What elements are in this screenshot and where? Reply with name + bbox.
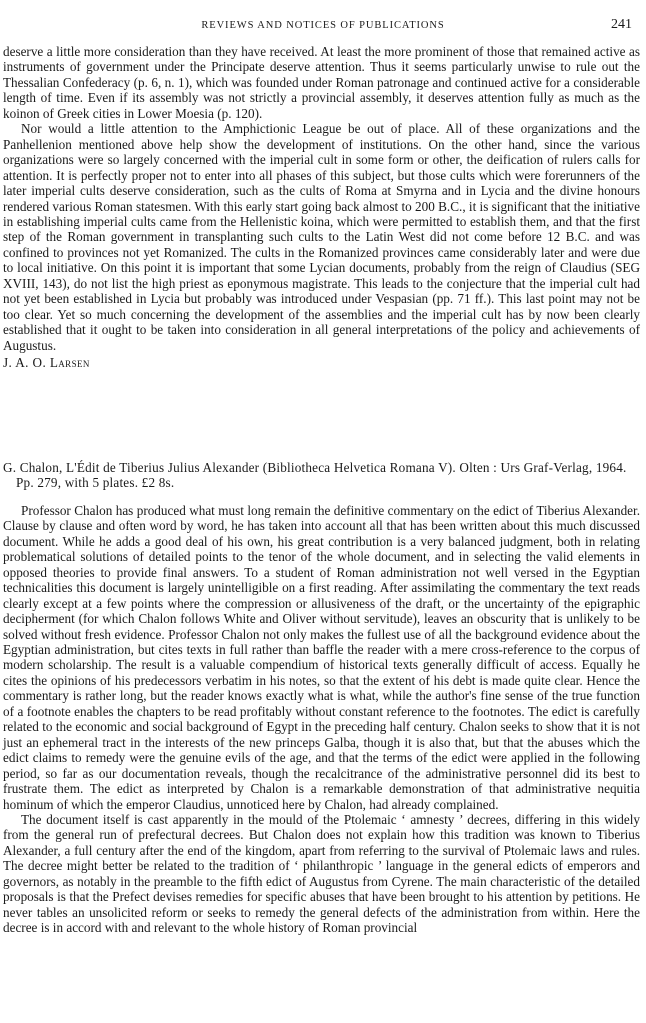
review-larsen	[3, 44, 640, 371]
reviewer-signature: J. A. O. Larsen	[3, 355, 90, 371]
running-title: REVIEWS AND NOTICES OF PUBLICATIONS	[201, 20, 445, 31]
paragraph: deserve a little more consideration than they have received. At least the more prominent of those that remained active as instruments of government under the Principate deserve attention. Thus it seems particularly unwise to rule out the Thessalian Confederacy (p. 6, n. 1), which was founded under Roman patronage and continued active for a considerable length of time. Even if its assembly was not strictly a provincial assembly, it deserves attention fully as much as the koinon of Greek cities in Lower Moesia (p. 120).	[3, 44, 640, 121]
review-heading: G. Chalon, L'Édit de Tiberius Julius Alexander (Bibliotheca Helvetica Romana V). Olten : Urs Graf-Verlag, 1964. Pp. 279, with 5 plates. £2 8s.	[3, 460, 627, 491]
page-header	[0, 18, 646, 34]
paragraph: The document itself is cast apparently in the mould of the Ptolemaic ‘ amnesty ’ decrees, differing in this widely from the general run of prefectural decrees. But Chalon does not explain how this tradition was known to Tiberius Alexander, a full century after the end of the kingdom, apart from referring to the survival of Ptolemaic laws and rules. The decree might better be related to the tradition of ‘ philanthropic ’ language in the general edicts of emperors and governors, as notably in the preamble to the fifth edict of Augustus from Cyrene. The main characteristic of the detailed proposals is that the Prefect devises remedies for specific abuses that have been brought to his attention by petitions. He never tables an unsolicited reform or seeks to remedy the general defects of the administration from within. Here the decree is in accord with and relevant to the whole history of Roman provincial	[3, 811, 640, 936]
review-chalon	[3, 460, 640, 936]
paragraph: Professor Chalon has produced what must long remain the definitive commentary on the edict of Tiberius Alexander. Clause by clause and often word by word, he has taken into account all that has been written about this much discussed document. While he adds a good deal of his own, his great contribution is a very balanced judgment, both in relating problematical solutions of detailed points to the tenor of the whole document, and in selecting the valid elements in opposed theories to provide final answers. To a student of Roman administration not well versed in the Egyptian technicalities this document is largely unintelligible on a first reading. After assimilating the commentary the text reads clearly except at a few points where the compression or allusiveness of the draft, or the uncertainty of the epigraphic decipherment (for which Chalon follows White and Oliver without servitude), leaves an obscurity that is unlikely to be solved without fresh evidence. Professor Chalon not only makes the fullest use of all the background evidence about the Egyptian administration, but cites texts in full rather than baffle the reader with a mere cross-reference to the corpus of modern scholarship. The result is a valuable compendium of historical texts generally difficult of access. Equally he cites the opinions of his predecessors verbatim in his notes, so that the extent of his debt is made quite clear. Hence the commentary is rather long, but the reader knows exactly what is what, while the author's fine sense of the true function of a footnote enables the chapters to be read profitably without constant reference to the footnotes. The edict is carefully related to the economic and social background of Egypt in the preceding half century. Chalon seeks to show that it is not just an ephemeral tract in the interests of the new princeps Galba, though it is also that, but that the abuses which the edict claims to remedy were the genuine evils of the age, and that the terms of the edict were applied in the following period, so far as our documentation reveals, though the recalcitrance of the administrative personnel did its best to frustrate them. The edict as interpreted by Chalon is a remarkable demonstration of that administrative nequitia hominum of which the emperor Claudius, unnoticed here by Chalon, had already complained.	[3, 502, 640, 812]
page-number: 241	[611, 17, 632, 32]
paragraph: Nor would a little attention to the Amphictionic League be out of place. All of these organizations and the Panhellenion mentioned above help show the development of institutions. On the other hand, since the various organizations were so largely concerned with the imperial cult in some form or other, the deification of rulers calls for attention. It is perfectly proper not to enter into all phases of this subject, but those cults which were forerunners of the later imperial cults deserve consideration, such as the cults of Roma at Smyrna and in Lycia and the divine honours rendered various Roman statesmen. With this early start going back almost to 200 B.C., it is significant that the initiative in establishing imperial cults came from the Hellenistic koina, which were permitted to establish them, and that the first step of the Roman government in transplanting such cults to the Latin West did not come before 12 B.C. and was confined to provinces not yet Romanized. The cults in the Romanized provinces came considerably later and were due to local initiative. On this point it is important that some Lycian documents, probably from the reign of Claudius (SEG XVIII, 143), do not list the high priest as eponymous magistrate. This leads to the conjecture that the imperial cult had not yet been established in Lycia but probably was introduced under Vespasian (pp. 71 ff.). This last point may not be too clear. Yet so much concerning the development of the assemblies and the imperial cult has by now been clearly established that it ought to be taken into consideration in all general interpretations of the policy and achievements of Augustus.	[3, 121, 640, 353]
